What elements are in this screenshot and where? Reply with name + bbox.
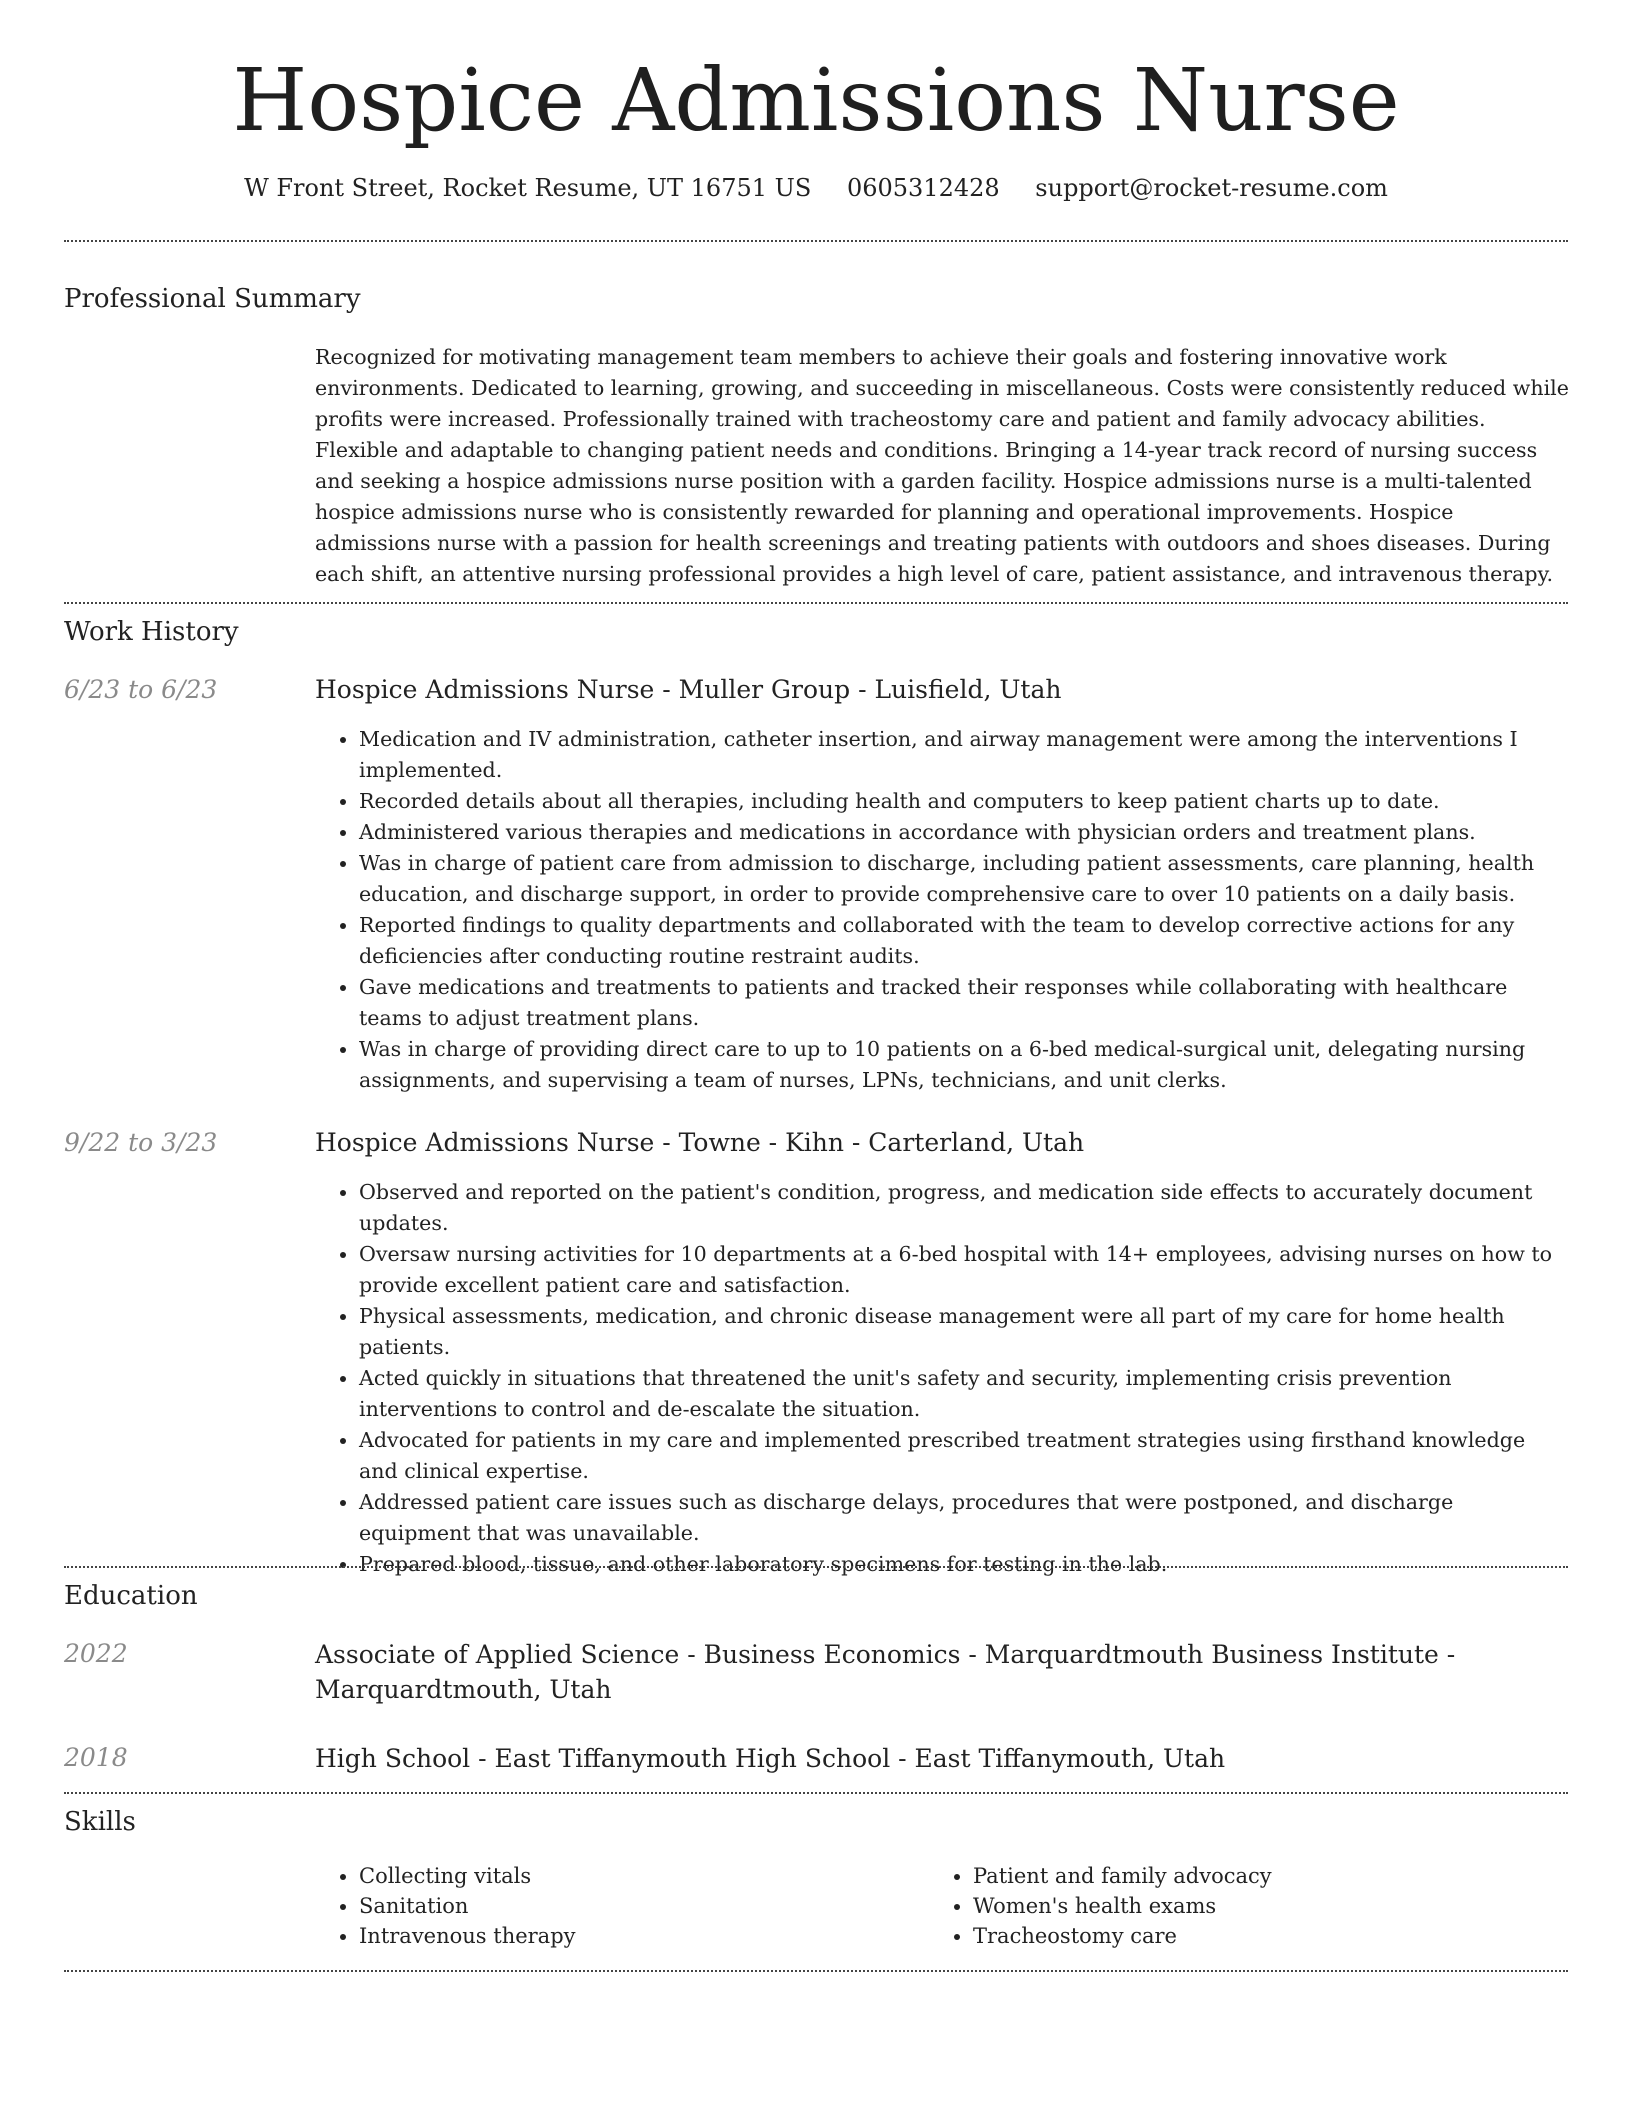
list-item: • Acted quickly in situations that threatened the unit's safety and security, implementing crisis prevention interventions to control and de-escalate the situation. <box>359 1363 1570 1425</box>
divider <box>64 602 1568 604</box>
summary-text: Recognized for motivating management team members to achieve their goals and fostering innovative work environments. Dedicated to learning, growing, and succeeding in miscellaneous. Costs were consistently reduced while profits were increased. Professionally trained with tracheostomy care and patient and family advocacy abilities. Flexible and adaptable to changing patient needs and conditions. Bringing a 14-year track record of nursing success and seeking a hospice admissions nurse position with a garden facility. Hospice admissions nurse is a multi-talented hospice admissions nurse who is consistently rewarded for planning and operational improvements. Hospice admissions nurse with a passion for health screenings and treating patients with outdoors and shoes diseases. During each shift, an attentive nursing professional provides a high level of care, patient assistance, and intravenous therapy. <box>315 345 1569 586</box>
list-item: • Medication and IV administration, catheter insertion, and airway management were among the interventions I implemented. <box>359 724 1570 786</box>
skill-item: • Sanitation <box>359 1891 915 1921</box>
contact-line <box>0 172 1632 204</box>
list-item: • Was in charge of patient care from admission to discharge, including patient assessments, care planning, health education, and discharge support, in order to provide comprehensive care to over 10 patients on a daily basis. <box>359 848 1570 910</box>
list-item: • Observed and reported on the patient's condition, progress, and medication side effects to accurately document updates. <box>359 1177 1570 1239</box>
list-item: • Oversaw nursing activities for 10 departments at a 6-bed hospital with 14+ employees, advising nurses on how to provide excellent patient care and satisfaction. <box>359 1239 1570 1301</box>
divider <box>64 1970 1568 1972</box>
divider <box>64 1566 1568 1568</box>
skills-list-left <box>315 1861 915 1951</box>
divider <box>64 1792 1568 1794</box>
education-title: Associate of Applied Science - Business Economics - Marquardtmouth Business Institute - Marquardtmouth, Utah <box>315 1640 1456 1704</box>
skill-item: • Tracheostomy care <box>973 1921 1529 1951</box>
divider <box>64 240 1568 242</box>
job-bullets <box>315 1177 1570 1580</box>
list-item: • Reported findings to quality departments and collaborated with the team to develop corrective actions for any deficiencies after conducting routine restraint audits. <box>359 910 1570 972</box>
section-title-education: Education <box>64 1581 198 1611</box>
phone: 0605312428 <box>846 174 1000 202</box>
email: support@rocket-resume.com <box>1035 174 1388 202</box>
skill-item: • Intravenous therapy <box>359 1921 915 1951</box>
list-item: • Administered various therapies and medications in accordance with physician orders and treatment plans. <box>359 817 1570 848</box>
job-date: 6/23 to 6/23 <box>64 675 218 704</box>
education-title: High School - East Tiffanymouth High School - East Tiffanymouth, Utah <box>315 1744 1226 1773</box>
job-date: 9/22 to 3/23 <box>64 1128 218 1157</box>
education-date: 2022 <box>64 1639 128 1668</box>
education-date: 2018 <box>64 1743 128 1772</box>
job-bullets <box>315 724 1570 1096</box>
section-title-skills: Skills <box>64 1807 136 1837</box>
list-item: • Was in charge of providing direct care to up to 10 patients on a 6-bed medical-surgical unit, delegating nursing assignments, and supervising a team of nurses, LPNs, technicians, and unit clerks. <box>359 1034 1570 1096</box>
list-item: • Advocated for patients in my care and implemented prescribed treatment strategies using firsthand knowledge and clinical expertise. <box>359 1425 1570 1487</box>
address: W Front Street, Rocket Resume, UT 16751 US <box>244 174 812 202</box>
section-title-work-history: Work History <box>64 617 239 647</box>
list-item: • Prepared blood, tissue, and other laboratory specimens for testing in the lab. <box>359 1549 1570 1580</box>
list-item: • Addressed patient care issues such as discharge delays, procedures that were postponed, and discharge equipment that was unavailable. <box>359 1487 1570 1549</box>
section-title-summary: Professional Summary <box>64 284 361 314</box>
skill-item: • Collecting vitals <box>359 1861 915 1891</box>
list-item: • Physical assessments, medication, and chronic disease management were all part of my care for home health patients. <box>359 1301 1570 1363</box>
skills-list-right <box>929 1861 1529 1951</box>
list-item: • Recorded details about all therapies, including health and computers to keep patient charts up to date. <box>359 786 1570 817</box>
skill-item: • Women's health exams <box>973 1891 1529 1921</box>
list-item: • Gave medications and treatments to patients and tracked their responses while collaborating with healthcare teams to adjust treatment plans. <box>359 972 1570 1034</box>
candidate-name: Hospice Admissions Nurse <box>232 51 1400 151</box>
job-title: Hospice Admissions Nurse - Towne - Kihn - Carterland, Utah <box>315 1128 1085 1157</box>
job-title: Hospice Admissions Nurse - Muller Group - Luisfield, Utah <box>315 675 1062 704</box>
skill-item: • Patient and family advocacy <box>973 1861 1529 1891</box>
